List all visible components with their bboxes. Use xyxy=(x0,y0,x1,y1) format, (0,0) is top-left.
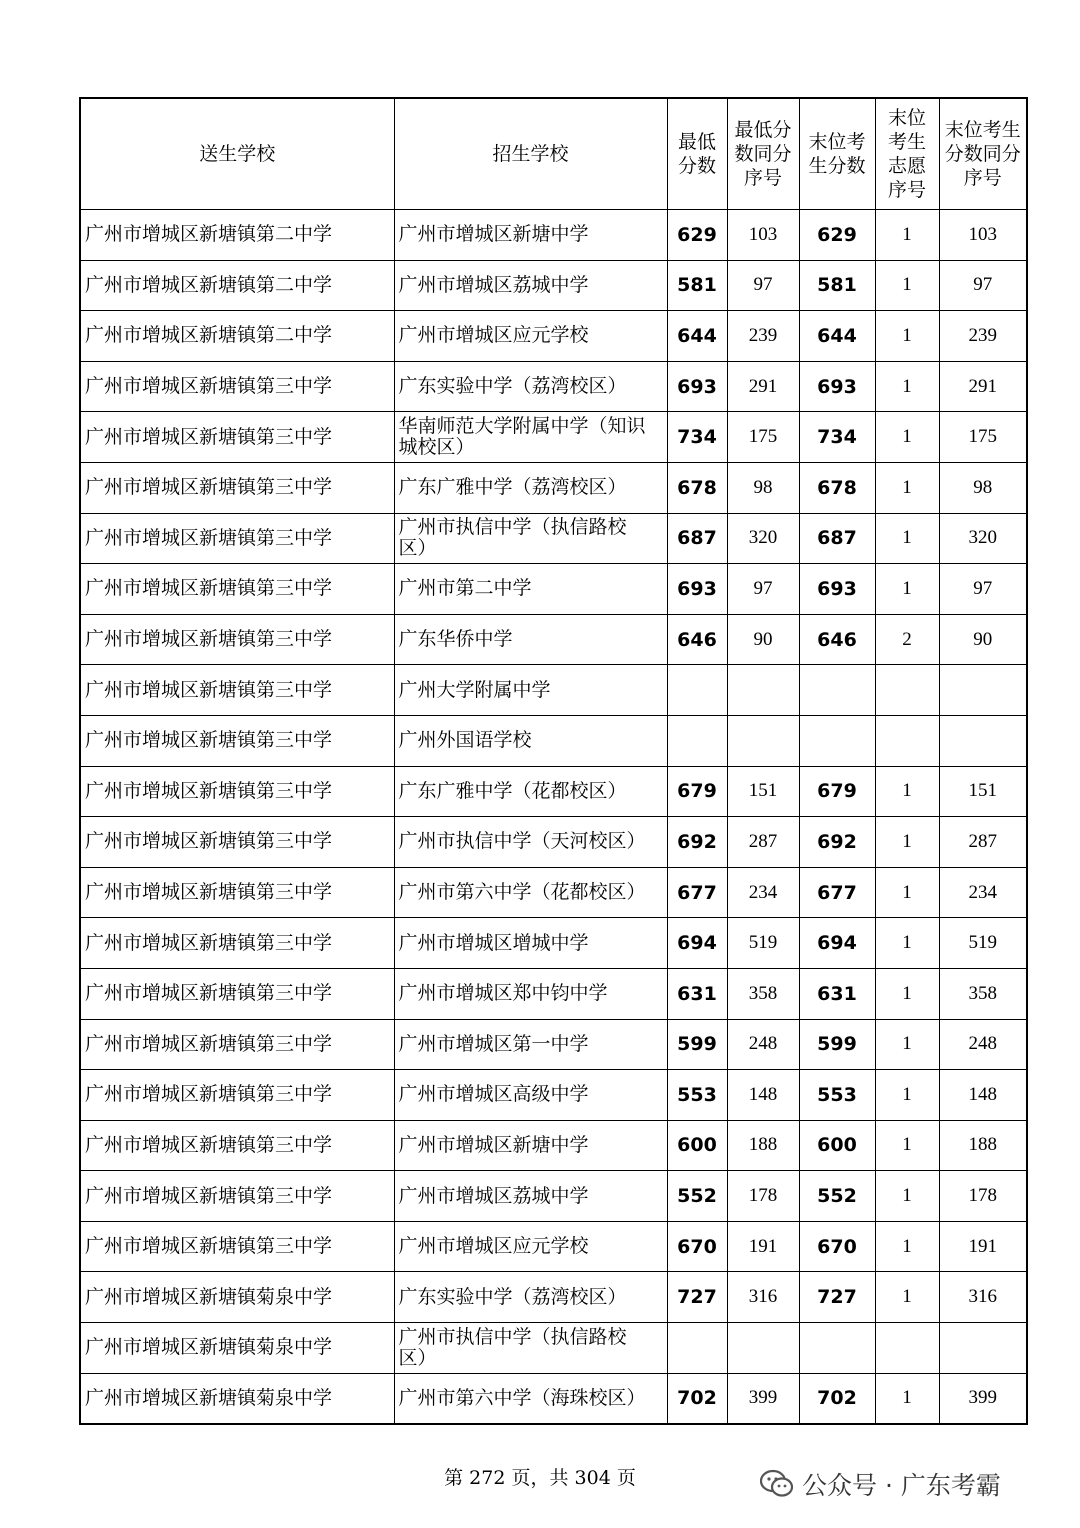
min-score-rank-cell: 248 xyxy=(727,1019,799,1070)
last-score-rank-cell: 248 xyxy=(939,1019,1027,1070)
last-preference-cell: 1 xyxy=(875,817,939,868)
last-score-rank-cell: 291 xyxy=(939,361,1027,412)
table-row xyxy=(80,665,1027,716)
last-preference-cell: 1 xyxy=(875,1171,939,1222)
receiver-school-cell: 广州市增城区高级中学 xyxy=(394,1070,667,1121)
min-score-rank-cell: 97 xyxy=(727,564,799,615)
last-preference-cell: 1 xyxy=(875,513,939,564)
last-score-cell: 552 xyxy=(799,1171,875,1222)
admission-score-table xyxy=(79,97,1028,1425)
last-preference-cell: 1 xyxy=(875,311,939,362)
min-score-rank-cell: 97 xyxy=(727,260,799,311)
last-score-cell: 727 xyxy=(799,1272,875,1323)
receiver-school-cell: 广州市第二中学 xyxy=(394,564,667,615)
last-preference-cell: 1 xyxy=(875,260,939,311)
min-score-rank-cell: 148 xyxy=(727,1070,799,1121)
header-sender-school: 送生学校 xyxy=(80,98,394,210)
min-score-rank-cell: 316 xyxy=(727,1272,799,1323)
sender-school-cell: 广州市增城区新塘镇第三中学 xyxy=(80,513,394,564)
table-row xyxy=(80,1171,1027,1222)
watermark-text: 公众号 · 广东考霸 xyxy=(802,1471,1001,1500)
receiver-school-cell: 广州外国语学校 xyxy=(394,715,667,766)
min-score-cell: 629 xyxy=(667,210,727,261)
last-score-cell: 631 xyxy=(799,968,875,1019)
last-score-rank-cell: 175 xyxy=(939,412,1027,463)
min-score-cell: 553 xyxy=(667,1070,727,1121)
receiver-school-cell: 广州市增城区应元学校 xyxy=(394,311,667,362)
last-score-rank-cell xyxy=(939,715,1027,766)
min-score-rank-cell xyxy=(727,1323,799,1374)
last-score-rank-cell: 399 xyxy=(939,1373,1027,1424)
table-row xyxy=(80,1373,1027,1424)
min-score-cell: 599 xyxy=(667,1019,727,1070)
table-row xyxy=(80,210,1027,261)
sender-school-cell: 广州市增城区新塘镇菊泉中学 xyxy=(80,1373,394,1424)
min-score-rank-cell: 178 xyxy=(727,1171,799,1222)
receiver-school-cell: 广东实验中学（荔湾校区） xyxy=(394,361,667,412)
sender-school-cell: 广州市增城区新塘镇第三中学 xyxy=(80,1120,394,1171)
min-score-rank-cell: 188 xyxy=(727,1120,799,1171)
min-score-cell: 600 xyxy=(667,1120,727,1171)
min-score-rank-cell: 175 xyxy=(727,412,799,463)
sender-school-cell: 广州市增城区新塘镇第三中学 xyxy=(80,361,394,412)
last-score-cell: 734 xyxy=(799,412,875,463)
last-score-cell: 677 xyxy=(799,867,875,918)
last-preference-cell: 1 xyxy=(875,412,939,463)
min-score-rank-cell xyxy=(727,715,799,766)
min-score-cell: 734 xyxy=(667,412,727,463)
table-row xyxy=(80,412,1027,463)
receiver-school-cell: 华南师范大学附属中学（知识 城校区） xyxy=(394,412,667,463)
last-score-rank-cell: 239 xyxy=(939,311,1027,362)
header-min-score-rank: 最低分 数同分 序号 xyxy=(727,98,799,210)
last-score-rank-cell: 287 xyxy=(939,817,1027,868)
min-score-cell: 646 xyxy=(667,614,727,665)
table-row xyxy=(80,968,1027,1019)
last-preference-cell xyxy=(875,715,939,766)
table-row xyxy=(80,918,1027,969)
min-score-rank-cell: 239 xyxy=(727,311,799,362)
last-score-rank-cell: 97 xyxy=(939,260,1027,311)
last-preference-cell xyxy=(875,665,939,716)
last-score-rank-cell xyxy=(939,1323,1027,1374)
receiver-school-cell: 广州市增城区应元学校 xyxy=(394,1221,667,1272)
sender-school-cell: 广州市增城区新塘镇第三中学 xyxy=(80,462,394,513)
wechat-watermark xyxy=(760,1466,1001,1502)
last-score-cell xyxy=(799,715,875,766)
min-score-cell: 631 xyxy=(667,968,727,1019)
last-preference-cell xyxy=(875,1323,939,1374)
receiver-school-cell: 广东广雅中学（花都校区） xyxy=(394,766,667,817)
receiver-school-cell: 广州市执信中学（天河校区） xyxy=(394,817,667,868)
receiver-school-cell: 广州市第六中学（海珠校区） xyxy=(394,1373,667,1424)
table-row xyxy=(80,867,1027,918)
min-score-cell xyxy=(667,1323,727,1374)
last-score-cell: 678 xyxy=(799,462,875,513)
min-score-rank-cell: 191 xyxy=(727,1221,799,1272)
sender-school-cell: 广州市增城区新塘镇菊泉中学 xyxy=(80,1323,394,1374)
min-score-rank-cell: 234 xyxy=(727,867,799,918)
min-score-cell: 581 xyxy=(667,260,727,311)
min-score-cell xyxy=(667,665,727,716)
last-score-rank-cell xyxy=(939,665,1027,716)
receiver-school-cell: 广东华侨中学 xyxy=(394,614,667,665)
min-score-rank-cell: 287 xyxy=(727,817,799,868)
min-score-cell xyxy=(667,715,727,766)
sender-school-cell: 广州市增城区新塘镇第三中学 xyxy=(80,817,394,868)
min-score-cell: 670 xyxy=(667,1221,727,1272)
sender-school-cell: 广州市增城区新塘镇第三中学 xyxy=(80,1171,394,1222)
table-row xyxy=(80,462,1027,513)
header-last-preference: 末位 考生 志愿 序号 xyxy=(875,98,939,210)
table-row xyxy=(80,817,1027,868)
min-score-cell: 694 xyxy=(667,918,727,969)
last-score-rank-cell: 519 xyxy=(939,918,1027,969)
last-score-cell: 679 xyxy=(799,766,875,817)
last-preference-cell: 1 xyxy=(875,462,939,513)
last-score-cell: 599 xyxy=(799,1019,875,1070)
min-score-cell: 702 xyxy=(667,1373,727,1424)
table-row xyxy=(80,260,1027,311)
wechat-icon xyxy=(760,1469,794,1499)
table-row xyxy=(80,1120,1027,1171)
receiver-school-cell: 广州市增城区新塘中学 xyxy=(394,1120,667,1171)
min-score-cell: 693 xyxy=(667,361,727,412)
last-score-rank-cell: 151 xyxy=(939,766,1027,817)
table-row xyxy=(80,564,1027,615)
header-row xyxy=(80,98,1027,210)
min-score-rank-cell: 98 xyxy=(727,462,799,513)
header-min-score: 最低 分数 xyxy=(667,98,727,210)
table-row xyxy=(80,1272,1027,1323)
last-preference-cell: 1 xyxy=(875,1373,939,1424)
receiver-school-cell: 广东广雅中学（荔湾校区） xyxy=(394,462,667,513)
table-row xyxy=(80,1323,1027,1374)
last-score-rank-cell: 178 xyxy=(939,1171,1027,1222)
sender-school-cell: 广州市增城区新塘镇第三中学 xyxy=(80,1070,394,1121)
last-score-rank-cell: 98 xyxy=(939,462,1027,513)
receiver-school-cell: 广州市增城区荔城中学 xyxy=(394,260,667,311)
last-preference-cell: 1 xyxy=(875,1272,939,1323)
min-score-cell: 552 xyxy=(667,1171,727,1222)
sender-school-cell: 广州市增城区新塘镇第三中学 xyxy=(80,665,394,716)
page-number-footer: 第 272 页，共 304 页 xyxy=(444,1467,636,1489)
min-score-rank-cell: 151 xyxy=(727,766,799,817)
last-score-cell: 694 xyxy=(799,918,875,969)
last-score-cell: 693 xyxy=(799,564,875,615)
last-preference-cell: 1 xyxy=(875,918,939,969)
last-score-cell: 553 xyxy=(799,1070,875,1121)
receiver-school-cell: 广州市增城区增城中学 xyxy=(394,918,667,969)
min-score-cell: 679 xyxy=(667,766,727,817)
header-last-score-rank: 末位考生 分数同分 序号 xyxy=(939,98,1027,210)
sender-school-cell: 广州市增城区新塘镇第三中学 xyxy=(80,412,394,463)
last-preference-cell: 1 xyxy=(875,1070,939,1121)
last-preference-cell: 2 xyxy=(875,614,939,665)
last-score-rank-cell: 103 xyxy=(939,210,1027,261)
min-score-cell: 644 xyxy=(667,311,727,362)
last-score-cell xyxy=(799,665,875,716)
min-score-rank-cell: 103 xyxy=(727,210,799,261)
last-score-rank-cell: 97 xyxy=(939,564,1027,615)
sender-school-cell: 广州市增城区新塘镇第三中学 xyxy=(80,564,394,615)
last-score-rank-cell: 191 xyxy=(939,1221,1027,1272)
sender-school-cell: 广州市增城区新塘镇第三中学 xyxy=(80,867,394,918)
last-score-rank-cell: 320 xyxy=(939,513,1027,564)
table-row xyxy=(80,1221,1027,1272)
receiver-school-cell: 广州大学附属中学 xyxy=(394,665,667,716)
last-preference-cell: 1 xyxy=(875,968,939,1019)
last-score-cell: 646 xyxy=(799,614,875,665)
last-score-rank-cell: 234 xyxy=(939,867,1027,918)
table-row xyxy=(80,766,1027,817)
receiver-school-cell: 广州市增城区郑中钧中学 xyxy=(394,968,667,1019)
last-score-rank-cell: 188 xyxy=(939,1120,1027,1171)
last-score-cell: 692 xyxy=(799,817,875,868)
sender-school-cell: 广州市增城区新塘镇第三中学 xyxy=(80,715,394,766)
min-score-rank-cell: 291 xyxy=(727,361,799,412)
sender-school-cell: 广州市增城区新塘镇第二中学 xyxy=(80,311,394,362)
sender-school-cell: 广州市增城区新塘镇第三中学 xyxy=(80,766,394,817)
sender-school-cell: 广州市增城区新塘镇第三中学 xyxy=(80,1019,394,1070)
last-preference-cell: 1 xyxy=(875,1221,939,1272)
min-score-rank-cell: 399 xyxy=(727,1373,799,1424)
sender-school-cell: 广州市增城区新塘镇第二中学 xyxy=(80,260,394,311)
min-score-cell: 727 xyxy=(667,1272,727,1323)
last-preference-cell: 1 xyxy=(875,1019,939,1070)
last-score-cell xyxy=(799,1323,875,1374)
min-score-cell: 687 xyxy=(667,513,727,564)
last-score-cell: 600 xyxy=(799,1120,875,1171)
receiver-school-cell: 广州市增城区荔城中学 xyxy=(394,1171,667,1222)
sender-school-cell: 广州市增城区新塘镇第二中学 xyxy=(80,210,394,261)
last-score-cell: 644 xyxy=(799,311,875,362)
last-score-cell: 581 xyxy=(799,260,875,311)
receiver-school-cell: 广东实验中学（荔湾校区） xyxy=(394,1272,667,1323)
min-score-cell: 693 xyxy=(667,564,727,615)
last-preference-cell: 1 xyxy=(875,766,939,817)
table-row xyxy=(80,715,1027,766)
sender-school-cell: 广州市增城区新塘镇第三中学 xyxy=(80,918,394,969)
sender-school-cell: 广州市增城区新塘镇第三中学 xyxy=(80,614,394,665)
receiver-school-cell: 广州市增城区新塘中学 xyxy=(394,210,667,261)
min-score-rank-cell: 358 xyxy=(727,968,799,1019)
min-score-cell: 692 xyxy=(667,817,727,868)
min-score-cell: 678 xyxy=(667,462,727,513)
last-score-rank-cell: 148 xyxy=(939,1070,1027,1121)
sender-school-cell: 广州市增城区新塘镇第三中学 xyxy=(80,968,394,1019)
table-row xyxy=(80,1070,1027,1121)
min-score-rank-cell xyxy=(727,665,799,716)
receiver-school-cell: 广州市增城区第一中学 xyxy=(394,1019,667,1070)
last-score-cell: 629 xyxy=(799,210,875,261)
last-score-cell: 670 xyxy=(799,1221,875,1272)
header-last-score: 末位考 生分数 xyxy=(799,98,875,210)
min-score-rank-cell: 90 xyxy=(727,614,799,665)
sender-school-cell: 广州市增城区新塘镇菊泉中学 xyxy=(80,1272,394,1323)
receiver-school-cell: 广州市第六中学（花都校区） xyxy=(394,867,667,918)
receiver-school-cell: 广州市执信中学（执信路校 区） xyxy=(394,513,667,564)
last-preference-cell: 1 xyxy=(875,361,939,412)
header-receiver-school: 招生学校 xyxy=(394,98,667,210)
last-score-rank-cell: 90 xyxy=(939,614,1027,665)
last-preference-cell: 1 xyxy=(875,1120,939,1171)
last-score-cell: 687 xyxy=(799,513,875,564)
last-preference-cell: 1 xyxy=(875,210,939,261)
last-score-rank-cell: 316 xyxy=(939,1272,1027,1323)
min-score-rank-cell: 320 xyxy=(727,513,799,564)
last-preference-cell: 1 xyxy=(875,867,939,918)
table-row xyxy=(80,311,1027,362)
min-score-cell: 677 xyxy=(667,867,727,918)
sender-school-cell: 广州市增城区新塘镇第三中学 xyxy=(80,1221,394,1272)
last-score-cell: 693 xyxy=(799,361,875,412)
last-preference-cell: 1 xyxy=(875,564,939,615)
receiver-school-cell: 广州市执信中学（执信路校 区） xyxy=(394,1323,667,1374)
table-row xyxy=(80,513,1027,564)
last-score-cell: 702 xyxy=(799,1373,875,1424)
last-score-rank-cell: 358 xyxy=(939,968,1027,1019)
table-row xyxy=(80,614,1027,665)
min-score-rank-cell: 519 xyxy=(727,918,799,969)
table-row xyxy=(80,1019,1027,1070)
table-row xyxy=(80,361,1027,412)
